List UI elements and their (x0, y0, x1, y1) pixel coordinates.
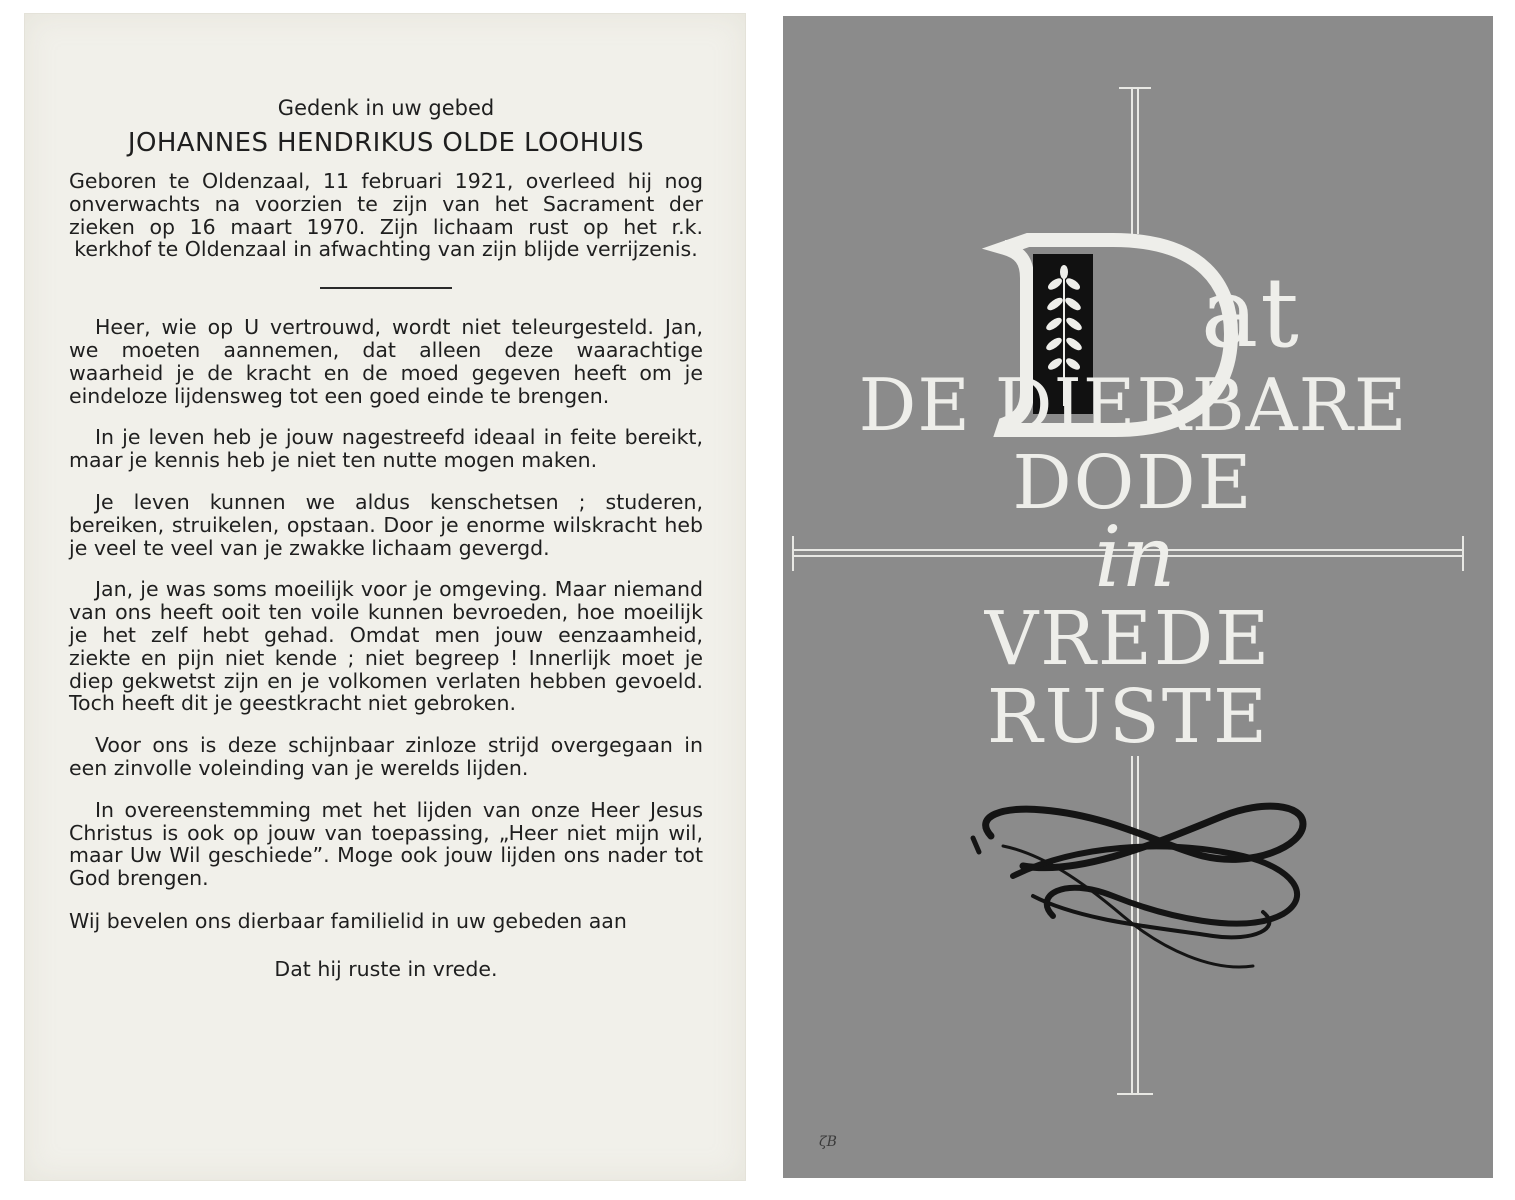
section-divider (320, 287, 452, 289)
tribute-paragraph-6: In overeenstemming met het lijden van onze Heer Jesus Christus is ook op jouw van toepassing, „Heer niet mijn wil, maar Uw Wil geschiede”. Moge ook jouw lijden ons nader tot God brengen. (69, 797, 703, 891)
deceased-name: JOHANNES HENDRIKUS OLDE LOOHUIS (127, 128, 645, 158)
intro-line: Gedenk in uw gebed (277, 96, 495, 120)
art-line-6: RUSTE (986, 674, 1270, 760)
tribute-paragraph-2: In je leven heb je jouw nagestreefd ideaal in feite bereikt, maar je kennis heb je niet ten nutte mogen maken. (69, 425, 703, 473)
biography-paragraph: Geboren te Oldenzaal, 11 februari 1921, overleed hij nog onverwachts na voorzien te zijn van het Sacrament der zieken op 16 maart 1970. Zijn lichaam rust op het r.k. kerkhof te Oldenzaal in afwachting van zijn blijde verrijzenis. (69, 169, 703, 262)
memorial-text-card (24, 13, 746, 1181)
art-line-2: DE DIERBARE (858, 363, 1408, 447)
tribute-paragraph-1: Heer, wie op U vertrouwd, wordt niet teleurgesteld. Jan, we moeten aannemen, dat alleen deze waarachtige waarheid je de kracht en de moed gegeven heeft om je eindeloze lijdensweg tot een goed einde te brengen. (69, 315, 703, 408)
art-line-1-suffix: at (1201, 257, 1301, 369)
artist-initials: ζB (819, 1134, 837, 1150)
tribute-paragraph-3: Je leven kunnen we aldus kenschetsen ; studeren, bereiken, struikelen, opstaan. Door je enorme wilskracht heb je veel te veel van je zwakke lichaam gevergd. (69, 489, 703, 560)
closing-line: Wij bevelen ons dierbaar familielid in uw gebeden aan (69, 908, 627, 933)
tribute-paragraph-4: Jan, je was soms moeilijk voor je omgeving. Maar niemand van ons heeft ooit ten voile kunnen bevroeden, hoe moeilijk je het zelf hebt gehad. Omdat men jouw eenzaamheid, ziekte en pijn niet kende ; niet begreep ! Innerlijk moet je diep gekwetst zijn en je volkomen verlaten hebben gevoeld. Toch heeft dit je geestkracht niet gebroken. (69, 577, 703, 716)
art-line-5: VREDE (984, 596, 1272, 682)
art-card-illustration (783, 16, 1493, 1178)
final-blessing: Dat hij ruste in vrede. (274, 956, 498, 981)
tribute-paragraph-5: Voor ons is deze schijnbaar zinloze strijd overgegaan in een zinvolle voleinding van je werelds lijden. (69, 733, 703, 780)
art-line-4: in (1094, 508, 1176, 606)
art-line-3: DODE (1012, 440, 1254, 526)
memorial-art-card (783, 16, 1493, 1178)
